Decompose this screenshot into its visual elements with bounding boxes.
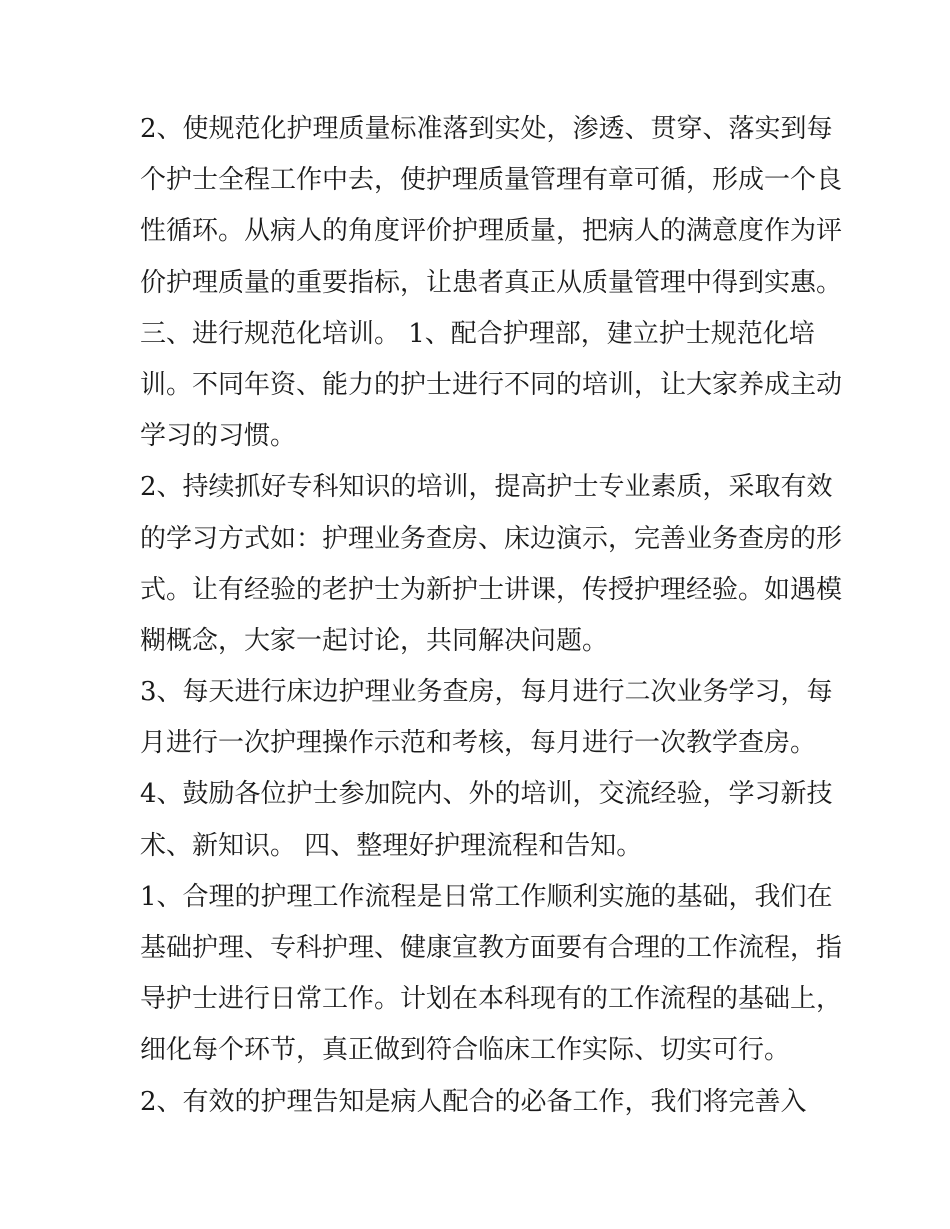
text-line: 价护理质量的重要指标，让患者真正从质量管理中得到实惠。	[140, 267, 843, 298]
text-line: 月进行一次护理操作示范和考核，每月进行一次教学查房。	[140, 728, 817, 759]
text-line: 术、新知识。 四、整理好护理流程和告知。	[140, 830, 643, 861]
text-line: 1、合理的护理工作流程是日常工作顺利实施的基础，我们在	[140, 881, 833, 912]
text-line: 式。让有经验的老护士为新护士讲课，传授护理经验。如遇模	[140, 574, 843, 605]
text-line: 导护士进行日常工作。计划在本科现有的工作流程的基础上，	[140, 984, 843, 1015]
text-line: 训。不同年资、能力的护士进行不同的培训，让大家养成主动	[140, 369, 843, 400]
text-line: 基础护理、专科护理、健康宣教方面要有合理的工作流程，指	[140, 933, 843, 963]
text-line: 学习的习惯。	[140, 421, 297, 452]
text-line: 个护士全程工作中去，使护理质量管理有章可循，形成一个良	[140, 165, 843, 196]
text-line: 4、鼓励各位护士参加院内、外的培训，交流经验，学习新技	[140, 779, 833, 810]
text-line: 性循环。从病人的角度评价护理质量，把病人的满意度作为评	[140, 216, 843, 247]
text-line: 2、使规范化护理质量标准落到实处，渗透、贯穿、落实到每	[140, 114, 833, 144]
text-line: 2、持续抓好专科知识的培训，提高护士专业素质，采取有效	[140, 472, 833, 503]
body-text	[140, 104, 843, 1128]
text-line: 3、每天进行床边护理业务查房，每月进行二次业务学习，每	[140, 677, 833, 708]
text-line: 糊概念，大家一起讨论，共同解决问题。	[140, 625, 609, 656]
text-line: 的学习方式如：护理业务查房、床边演示，完善业务查房的形	[140, 523, 843, 554]
text-line: 三、进行规范化培训。 1、配合护理部，建立护士规范化培	[140, 318, 815, 349]
text-line: 细化每个环节，真正做到符合临床工作实际、切实可行。	[140, 1035, 791, 1066]
text-line: 2、有效的护理告知是病人配合的必备工作，我们将完善入	[140, 1086, 807, 1117]
